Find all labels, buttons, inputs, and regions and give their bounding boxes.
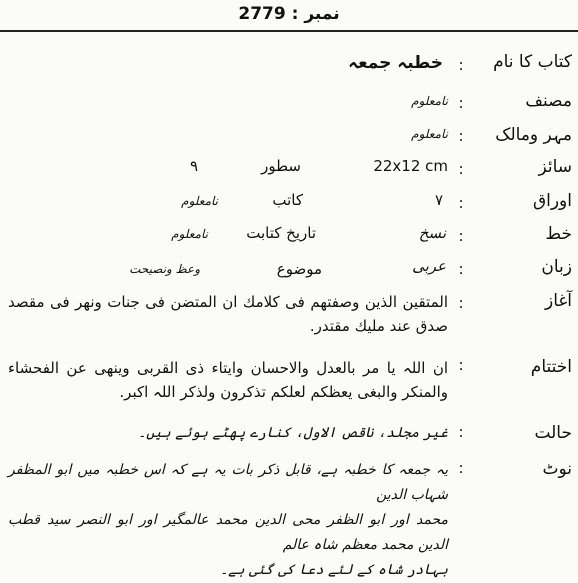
subject-value: وعظ ونصیحت [129,262,200,276]
colon: : [458,94,464,112]
script-value: نسخ [418,224,446,242]
ending-text: ان اللہ یا مر بالعدل والاحسان وایتاء ذی القربی وینهی عن الفحشاء والمنکر والبغی یعظکم لعلکم تذکرون ولذکر اللہ اکبر. [8,359,448,401]
note-line: بہادر شاہ کے لئے دعا کی گئی ہے۔ [219,562,448,578]
seal-owner-label: مہر ومالک [495,125,572,145]
header-divider [0,30,578,32]
language-value: عربی [412,257,446,275]
note-line: یہ جمعہ کا خطبہ ہے، قابل ذکر بات یہ ہے کہ اس خطبہ میں ابو المظفر شہاب الدین [8,462,448,503]
catalog-number-label: نمبر [304,4,340,24]
colon: : [458,423,464,441]
language-label: زبان [541,257,572,277]
lines-value: ۹ [189,157,198,175]
writing-date-value: نامعلوم [171,227,208,241]
condition-value: غیر مجلد، ناقص الاول، کنارے پھٹے ہوئے ہیں۔ [137,425,448,441]
note-label: نوٹ [542,459,572,479]
size-label: سائز [538,157,572,177]
colon: : [458,294,464,312]
colon: : [458,227,464,245]
writing-date-label: تاریخ کتابت [246,224,316,242]
colon: : [458,127,464,145]
seal-owner-value: نامعلوم [411,127,448,141]
header-separator: : [291,4,299,24]
colon: : [458,56,464,74]
note-text [8,458,448,583]
scribe-value: نامعلوم [181,194,218,208]
note-line: محمد اور ابو الظفر محی الدین محمد عالمگیر اور ابو النصر سید قطب الدین محمد معظم شاہ عالم [8,512,448,553]
colon: : [458,160,464,178]
author-label: مصنف [525,91,572,111]
author-value: نامعلوم [411,94,448,108]
script-label: خط [545,224,572,244]
scribe-label: کاتب [272,191,303,209]
beginning-text: المتقین الذین وصفتهم فی کلامك ان المتضن فی جنات ونهر فی مقصد صدق عند ملیك مقتدر. [8,293,448,335]
size-value: 22x12 cm [373,157,448,175]
condition-label: حالت [534,423,572,443]
book-name-value: خطبہ جمعہ [348,53,443,73]
page-header [0,4,578,24]
colon: : [458,459,464,477]
lines-label: سطور [261,157,301,175]
catalog-number: 2779 [238,4,286,24]
book-name-label: کتاب کا نام [493,52,572,72]
colon: : [458,260,464,278]
pages-value: ۷ [434,191,443,209]
pages-label: اوراق [532,191,572,211]
ending-label: اختتام [530,357,572,377]
beginning-label: آغاز [544,291,572,311]
colon: : [458,194,464,212]
subject-label: موضوع [276,260,322,278]
colon: : [458,356,464,374]
